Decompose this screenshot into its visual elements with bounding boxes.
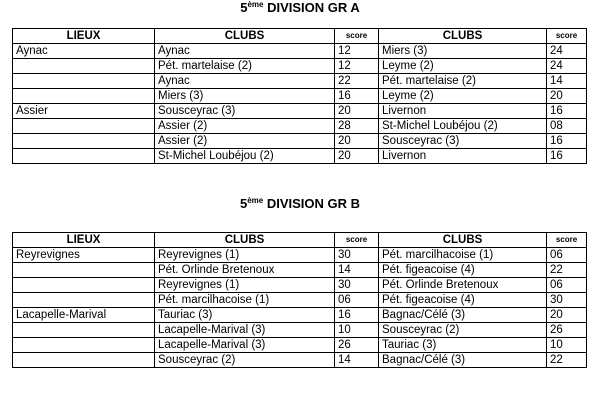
division-a-title-text: DIVISION GR A bbox=[263, 0, 360, 15]
score-home-cell: 22 bbox=[335, 74, 379, 89]
header-clubs-home: CLUBS bbox=[155, 29, 335, 44]
score-away-cell: 20 bbox=[547, 89, 587, 104]
table-row bbox=[13, 338, 587, 353]
lieu-cell bbox=[13, 74, 155, 89]
score-home-cell: 14 bbox=[335, 263, 379, 278]
table-row bbox=[13, 44, 587, 59]
lieu-cell: Assier bbox=[13, 104, 155, 119]
lieu-cell bbox=[13, 134, 155, 149]
header-clubs-away: CLUBS bbox=[379, 233, 547, 248]
table-row bbox=[13, 59, 587, 74]
club-away-cell: Leyme (2) bbox=[379, 59, 547, 74]
division-a-title-number: 5 bbox=[240, 0, 248, 15]
club-home-cell: Pét. martelaise (2) bbox=[155, 59, 335, 74]
score-home-cell: 14 bbox=[335, 353, 379, 368]
club-home-cell: Sousceyrac (2) bbox=[155, 353, 335, 368]
table-header-row bbox=[13, 29, 587, 44]
lieu-cell bbox=[13, 149, 155, 164]
table-row bbox=[13, 248, 587, 263]
club-away-cell: Tauriac (3) bbox=[379, 338, 547, 353]
lieu-cell bbox=[13, 293, 155, 308]
club-home-cell: Aynac bbox=[155, 74, 335, 89]
header-score-away: score bbox=[547, 29, 587, 44]
score-away-cell: 30 bbox=[547, 293, 587, 308]
lieu-cell bbox=[13, 353, 155, 368]
score-home-cell: 20 bbox=[335, 134, 379, 149]
division-b-title-superscript: ème bbox=[247, 196, 264, 205]
club-home-cell: Reyrevignes (1) bbox=[155, 278, 335, 293]
score-home-cell: 16 bbox=[335, 308, 379, 323]
score-away-cell: 06 bbox=[547, 278, 587, 293]
club-away-cell: Livernon bbox=[379, 149, 547, 164]
score-away-cell: 16 bbox=[547, 104, 587, 119]
header-lieux: LIEUX bbox=[13, 29, 155, 44]
score-away-cell: 08 bbox=[547, 119, 587, 134]
club-home-cell: Aynac bbox=[155, 44, 335, 59]
division-b-title bbox=[0, 196, 600, 211]
club-away-cell: Miers (3) bbox=[379, 44, 547, 59]
club-away-cell: Pét. figeacoise (4) bbox=[379, 293, 547, 308]
table-row bbox=[13, 263, 587, 278]
score-away-cell: 14 bbox=[547, 74, 587, 89]
score-home-cell: 16 bbox=[335, 89, 379, 104]
table-row bbox=[13, 104, 587, 119]
score-away-cell: 06 bbox=[547, 248, 587, 263]
club-home-cell: Tauriac (3) bbox=[155, 308, 335, 323]
lieu-cell bbox=[13, 89, 155, 104]
club-away-cell: Pét. marcilhacoise (1) bbox=[379, 248, 547, 263]
lieu-cell bbox=[13, 323, 155, 338]
club-home-cell: St-Michel Loubéjou (2) bbox=[155, 149, 335, 164]
club-away-cell: Bagnac/Célé (3) bbox=[379, 308, 547, 323]
club-home-cell: Reyrevignes (1) bbox=[155, 248, 335, 263]
club-away-cell: Sousceyrac (3) bbox=[379, 134, 547, 149]
score-away-cell: 24 bbox=[547, 59, 587, 74]
score-home-cell: 30 bbox=[335, 248, 379, 263]
score-away-cell: 16 bbox=[547, 149, 587, 164]
score-away-cell: 10 bbox=[547, 338, 587, 353]
division-a-title bbox=[0, 0, 600, 15]
lieu-cell bbox=[13, 263, 155, 278]
table-row bbox=[13, 74, 587, 89]
score-home-cell: 26 bbox=[335, 338, 379, 353]
score-home-cell: 12 bbox=[335, 44, 379, 59]
club-away-cell: Pét. figeacoise (4) bbox=[379, 263, 547, 278]
lieu-cell: Lacapelle-Marival bbox=[13, 308, 155, 323]
lieu-cell: Reyrevignes bbox=[13, 248, 155, 263]
score-away-cell: 20 bbox=[547, 308, 587, 323]
lieu-cell bbox=[13, 59, 155, 74]
header-score-away: score bbox=[547, 233, 587, 248]
division-b-table bbox=[12, 232, 587, 368]
club-home-cell: Pét. marcilhacoise (1) bbox=[155, 293, 335, 308]
score-away-cell: 22 bbox=[547, 353, 587, 368]
club-home-cell: Assier (2) bbox=[155, 134, 335, 149]
header-score-home: score bbox=[335, 233, 379, 248]
table-row bbox=[13, 323, 587, 338]
division-a-table bbox=[12, 28, 587, 164]
table-row bbox=[13, 119, 587, 134]
score-away-cell: 22 bbox=[547, 263, 587, 278]
score-away-cell: 24 bbox=[547, 44, 587, 59]
header-lieux: LIEUX bbox=[13, 233, 155, 248]
header-clubs-home: CLUBS bbox=[155, 233, 335, 248]
club-away-cell: Leyme (2) bbox=[379, 89, 547, 104]
club-away-cell: Bagnac/Célé (3) bbox=[379, 353, 547, 368]
table-row bbox=[13, 278, 587, 293]
score-home-cell: 12 bbox=[335, 59, 379, 74]
lieu-cell: Aynac bbox=[13, 44, 155, 59]
score-home-cell: 20 bbox=[335, 149, 379, 164]
score-home-cell: 30 bbox=[335, 278, 379, 293]
lieu-cell bbox=[13, 338, 155, 353]
lieu-cell bbox=[13, 119, 155, 134]
table-row bbox=[13, 353, 587, 368]
division-a-body bbox=[13, 44, 587, 164]
header-score-home: score bbox=[335, 29, 379, 44]
club-away-cell: Livernon bbox=[379, 104, 547, 119]
table-row bbox=[13, 134, 587, 149]
table-header-row bbox=[13, 233, 587, 248]
club-home-cell: Lacapelle-Marival (3) bbox=[155, 338, 335, 353]
club-away-cell: Pét. Orlinde Bretenoux bbox=[379, 278, 547, 293]
division-b-title-text: DIVISION GR B bbox=[263, 196, 361, 211]
score-home-cell: 28 bbox=[335, 119, 379, 134]
division-b-title-number: 5 bbox=[239, 196, 248, 211]
score-home-cell: 06 bbox=[335, 293, 379, 308]
score-home-cell: 20 bbox=[335, 104, 379, 119]
club-away-cell: St-Michel Loubéjou (2) bbox=[379, 119, 547, 134]
club-away-cell: Sousceyrac (2) bbox=[379, 323, 547, 338]
header-clubs-away: CLUBS bbox=[379, 29, 547, 44]
club-home-cell: Lacapelle-Marival (3) bbox=[155, 323, 335, 338]
lieu-cell bbox=[13, 278, 155, 293]
table-row bbox=[13, 293, 587, 308]
club-home-cell: Pét. Orlinde Bretenoux bbox=[155, 263, 335, 278]
division-b-body bbox=[13, 248, 587, 368]
club-home-cell: Sousceyrac (3) bbox=[155, 104, 335, 119]
club-away-cell: Pét. martelaise (2) bbox=[379, 74, 547, 89]
club-home-cell: Miers (3) bbox=[155, 89, 335, 104]
club-home-cell: Assier (2) bbox=[155, 119, 335, 134]
score-away-cell: 16 bbox=[547, 134, 587, 149]
score-away-cell: 26 bbox=[547, 323, 587, 338]
table-row bbox=[13, 308, 587, 323]
score-home-cell: 10 bbox=[335, 323, 379, 338]
table-row bbox=[13, 149, 587, 164]
table-row bbox=[13, 89, 587, 104]
division-a-title-superscript: ème bbox=[247, 0, 264, 9]
